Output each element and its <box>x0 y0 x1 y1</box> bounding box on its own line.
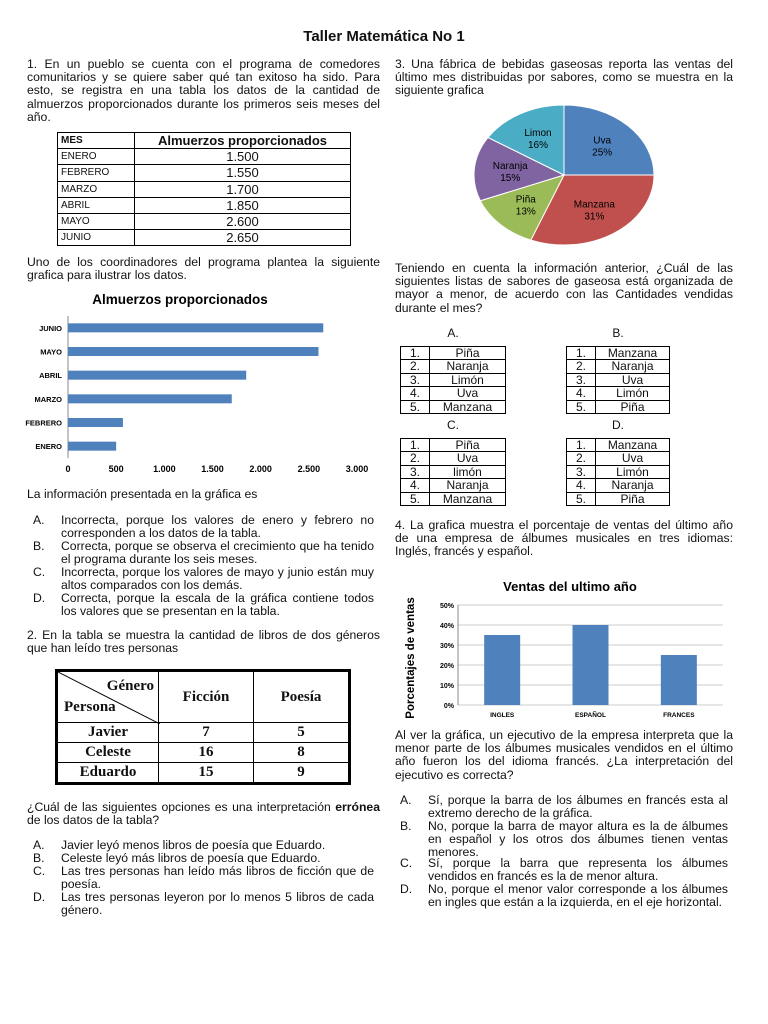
list-number: 2. <box>401 452 430 465</box>
q3-list-d-letter: D. <box>612 418 624 432</box>
list-number: 2. <box>401 360 430 373</box>
q2-poesia: 5 <box>254 723 350 743</box>
list-flavor: Piña <box>430 347 506 360</box>
list-number: 1. <box>567 347 596 360</box>
slice-percent: 25% <box>592 147 613 159</box>
q4-question: Al ver la gráfica, un ejecutivo de la empresa interpreta que la menor parte de los álbumes musicales vendidos en el último año fueron los del idioma francés. ¿La interpretación del ejecutivo es correcta? <box>395 728 733 782</box>
option-letter: A. <box>33 838 45 852</box>
list-number: 3. <box>567 373 596 386</box>
option-text: No, porque el menor valor corresponde a los álbumes en ingles que están a la izquierda, en el eje horizontal. <box>428 882 728 909</box>
q2-option-d[interactable] <box>33 891 374 917</box>
category-label: FEBRERO <box>25 418 62 428</box>
list-flavor: Piña <box>430 439 506 452</box>
list-number: 1. <box>401 347 430 360</box>
q2-hdr-persona: Persona <box>64 699 116 715</box>
list-number: 1. <box>567 439 596 452</box>
list-number: 4. <box>567 479 596 492</box>
q2-ficcion: 7 <box>159 723 254 743</box>
q2-option-c[interactable] <box>33 865 374 891</box>
list-number: 4. <box>401 479 430 492</box>
list-flavor: Naranja <box>596 360 670 373</box>
chart-title: Ventas del ultimo año <box>503 579 637 594</box>
slice-percent: 13% <box>515 206 536 218</box>
tick-label: 3.000 <box>345 464 369 474</box>
list-number: 4. <box>401 387 430 400</box>
list-flavor: Manzana <box>430 400 506 413</box>
option-text: Correcta, porque se observa el crecimiento que ha tenido el programa durante los seis meses. <box>61 539 374 566</box>
q2-hdr-ficcion: Ficción <box>159 671 254 723</box>
q1-val: 1.700 <box>135 181 351 197</box>
list-flavor: Limón <box>430 373 506 386</box>
bar <box>573 625 609 705</box>
list-number: 5. <box>567 400 596 413</box>
q4-option-b[interactable] <box>400 820 728 859</box>
q2-hdr-genero: Género <box>106 678 154 694</box>
option-text: Incorrecta, porque los valores de mayo y junio están muy altos comparados con los demás. <box>61 565 374 592</box>
q1-val: 2.650 <box>135 230 351 246</box>
q2-poesia: 8 <box>254 743 350 763</box>
list-flavor: Manzana <box>596 347 670 360</box>
category-label: MARZO <box>34 394 62 404</box>
list-flavor: Limón <box>596 387 670 400</box>
bar <box>68 394 232 403</box>
category-label: ABRIL <box>39 371 62 381</box>
list-flavor: Piña <box>596 400 670 413</box>
slice-label: Limon <box>524 128 552 140</box>
q1-mes: JUNIO <box>58 230 135 246</box>
list-number: 2. <box>567 360 596 373</box>
list-flavor: Limón <box>596 465 670 478</box>
option-text: Sí, porque la barra de los álbumes en francés esta al extremo derecho de la gráfica. <box>428 793 728 820</box>
tick-label: 10% <box>439 683 454 690</box>
q1-question: La información presentada en la gráfica es <box>27 487 258 501</box>
category-label: JUNIO <box>39 323 62 333</box>
q1-mes: MARZO <box>58 181 135 197</box>
tick-label: 40% <box>439 623 454 630</box>
bar <box>68 442 116 451</box>
q2-question-pre: ¿Cuál de las siguientes opciones es una interpretación <box>27 800 336 814</box>
list-flavor: Naranja <box>430 479 506 492</box>
q4-option-a[interactable] <box>400 794 728 820</box>
q2-name: Celeste <box>57 743 159 763</box>
category-label: FRANCES <box>663 712 695 719</box>
category-label: MAYO <box>40 347 62 357</box>
list-flavor: Manzana <box>596 439 670 452</box>
list-number: 4. <box>567 387 596 400</box>
tick-label: 1.000 <box>153 464 176 474</box>
option-text: Celeste leyó más libros de poesía que Eduardo. <box>61 851 321 865</box>
q1-mes: FEBRERO <box>58 165 135 181</box>
list-number: 3. <box>401 465 430 478</box>
q1-mes: ENERO <box>58 149 135 165</box>
q2-name: Eduardo <box>57 763 159 784</box>
q2-text: 2. En la tabla se muestra la cantidad de libros de dos géneros que han leído tres personas <box>27 628 380 656</box>
list-flavor: Uva <box>596 373 670 386</box>
list-flavor: Uva <box>430 387 506 400</box>
q3-list-b-letter: B. <box>612 326 624 340</box>
page-title: Taller Matemática No 1 <box>303 28 465 45</box>
q3-list-c[interactable] <box>400 438 506 506</box>
q2-table <box>55 669 351 785</box>
option-letter: A. <box>400 793 412 807</box>
list-number: 5. <box>567 492 596 505</box>
q2-question-post: de los datos de la tabla? <box>27 813 160 828</box>
q2-table-wrap <box>55 669 351 785</box>
q1-val: 1.550 <box>135 165 351 181</box>
chart-title: Almuerzos proporcionados <box>92 292 268 307</box>
slice-percent: 15% <box>500 173 521 185</box>
q1-val: 1.850 <box>135 197 351 213</box>
option-letter: D. <box>33 890 46 904</box>
category-label: INGLES <box>490 712 515 719</box>
q4-option-d[interactable] <box>400 883 728 922</box>
bar <box>68 371 246 380</box>
tick-label: 0 <box>65 464 71 474</box>
q2-ficcion: 16 <box>159 743 254 763</box>
option-text: No, porque la barra de mayor altura es la de álbumes en español y los otros dos álbumes tienen ventas menores. <box>428 819 728 859</box>
q3-list-a[interactable] <box>400 346 506 414</box>
tick-label: 2.000 <box>249 464 272 474</box>
category-label: ESPAÑOL <box>575 712 606 719</box>
tick-label: 500 <box>108 464 124 474</box>
q2-question-bold: errónea <box>335 800 380 814</box>
q1-option-a[interactable] <box>33 514 374 540</box>
q3-list-b[interactable] <box>566 346 670 414</box>
list-number: 2. <box>567 452 596 465</box>
option-text: Sí, porque la barra que representa los álbumes vendidos en francés es la de menor altura. <box>428 856 728 883</box>
q2-name: Javier <box>57 723 159 743</box>
q1-col-mes: MES <box>58 133 135 149</box>
q1-text2: Uno de los coordinadores del programa plantea la siguiente grafica para ilustrar los datos. <box>27 255 380 283</box>
q2-diagonal-header <box>57 671 159 723</box>
flavor-pie-chart <box>470 100 660 250</box>
tick-label: 1.500 <box>201 464 224 474</box>
category-label: ENERO <box>35 442 62 452</box>
q1-col-almuerzos: Almuerzos proporcionados <box>135 133 351 149</box>
bar <box>68 323 323 332</box>
option-text: Correcta, porque la escala de la gráfica contiene todos los valores que se presentan en la tabla. <box>61 591 374 618</box>
q2-poesia: 9 <box>254 763 350 784</box>
option-letter: B. <box>33 851 45 865</box>
sales-bar-chart <box>398 568 728 724</box>
option-letter: C. <box>33 565 46 579</box>
q4-text: 4. La grafica muestra el porcentaje de ventas del último año de una empresa de álbumes musicales en tres idiomas: Inglés, francés y español. <box>395 518 733 559</box>
bar <box>68 347 318 356</box>
q1-table <box>57 132 351 246</box>
tick-label: 20% <box>439 663 454 670</box>
bar <box>484 635 520 705</box>
q3-text: 3. Una fábrica de bebidas gaseosas reporta las ventas del último mes distribuidas por sabores, como se muestra en la siguiente grafica <box>395 57 733 98</box>
bar <box>661 655 697 705</box>
option-letter: B. <box>33 539 45 553</box>
option-letter: B. <box>400 819 412 833</box>
q2-question <box>27 801 380 827</box>
q1-option-b[interactable] <box>33 540 374 566</box>
list-flavor: Manzana <box>430 492 506 505</box>
option-letter: C. <box>400 856 413 870</box>
option-text: Incorrecta, porque los valores de enero y febrero no corresponden a los datos de la tabla. <box>61 513 374 540</box>
option-letter: D. <box>400 882 413 896</box>
q1-mes: MAYO <box>58 213 135 229</box>
slice-label: Piña <box>515 194 536 206</box>
lunch-bar-chart <box>20 286 380 480</box>
q3-list-c-letter: C. <box>447 418 459 432</box>
list-flavor: Naranja <box>430 360 506 373</box>
option-text: Las tres personas leyeron por lo menos 5 libros de cada género. <box>61 890 374 917</box>
q1-option-d[interactable] <box>33 592 374 618</box>
tick-label: 0% <box>443 703 454 710</box>
slice-percent: 16% <box>527 140 548 152</box>
tick-label: 30% <box>439 643 454 650</box>
list-flavor: Uva <box>596 452 670 465</box>
slice-label: Uva <box>593 135 612 147</box>
list-flavor: Naranja <box>596 479 670 492</box>
q2-hdr-poesia: Poesía <box>254 671 350 723</box>
list-flavor: Piña <box>596 492 670 505</box>
y-axis-label: Porcentajes de ventas <box>405 597 417 719</box>
bar <box>68 418 123 427</box>
option-letter: D. <box>33 591 46 605</box>
q1-val: 1.500 <box>135 149 351 165</box>
option-letter: C. <box>33 864 46 878</box>
list-number: 1. <box>401 439 430 452</box>
option-text: Javier leyó menos libros de poesía que Eduardo. <box>61 838 326 852</box>
q3-list-a-letter: A. <box>447 326 459 340</box>
list-number: 3. <box>567 465 596 478</box>
q3-list-d[interactable] <box>566 438 670 506</box>
q1-option-c[interactable] <box>33 566 374 592</box>
q3-question: Teniendo en cuenta la información anterior, ¿Cuál de las siguientes listas de sabores de gaseosa está organizada de mayor a menor, de acuerdo con las Cantidades vendidas durante el mes? <box>395 261 733 315</box>
slice-label: Naranja <box>492 161 528 173</box>
q1-text: 1. En un pueblo se cuenta con el programa de comedores comunitarios y se quiere saber qué tan exitoso ha sido. Para esto, se registra en una tabla los datos de la cantidad de almuerzos proporcionados durante los primeros seis meses del año. <box>27 57 380 124</box>
list-number: 3. <box>401 373 430 386</box>
list-number: 5. <box>401 400 430 413</box>
q2-ficcion: 15 <box>159 763 254 784</box>
slice-label: Manzana <box>573 199 615 211</box>
q4-option-c[interactable] <box>400 857 728 883</box>
list-flavor: limón <box>430 465 506 478</box>
list-number: 5. <box>401 492 430 505</box>
q1-mes: ABRIL <box>58 197 135 213</box>
option-letter: A. <box>33 513 45 527</box>
slice-percent: 31% <box>584 211 605 223</box>
tick-label: 2.500 <box>297 464 321 474</box>
q1-val: 2.600 <box>135 213 351 229</box>
tick-label: 50% <box>439 603 454 610</box>
option-text: Las tres personas han leído más libros de ficción que de poesía. <box>61 864 374 891</box>
list-flavor: Uva <box>430 452 506 465</box>
